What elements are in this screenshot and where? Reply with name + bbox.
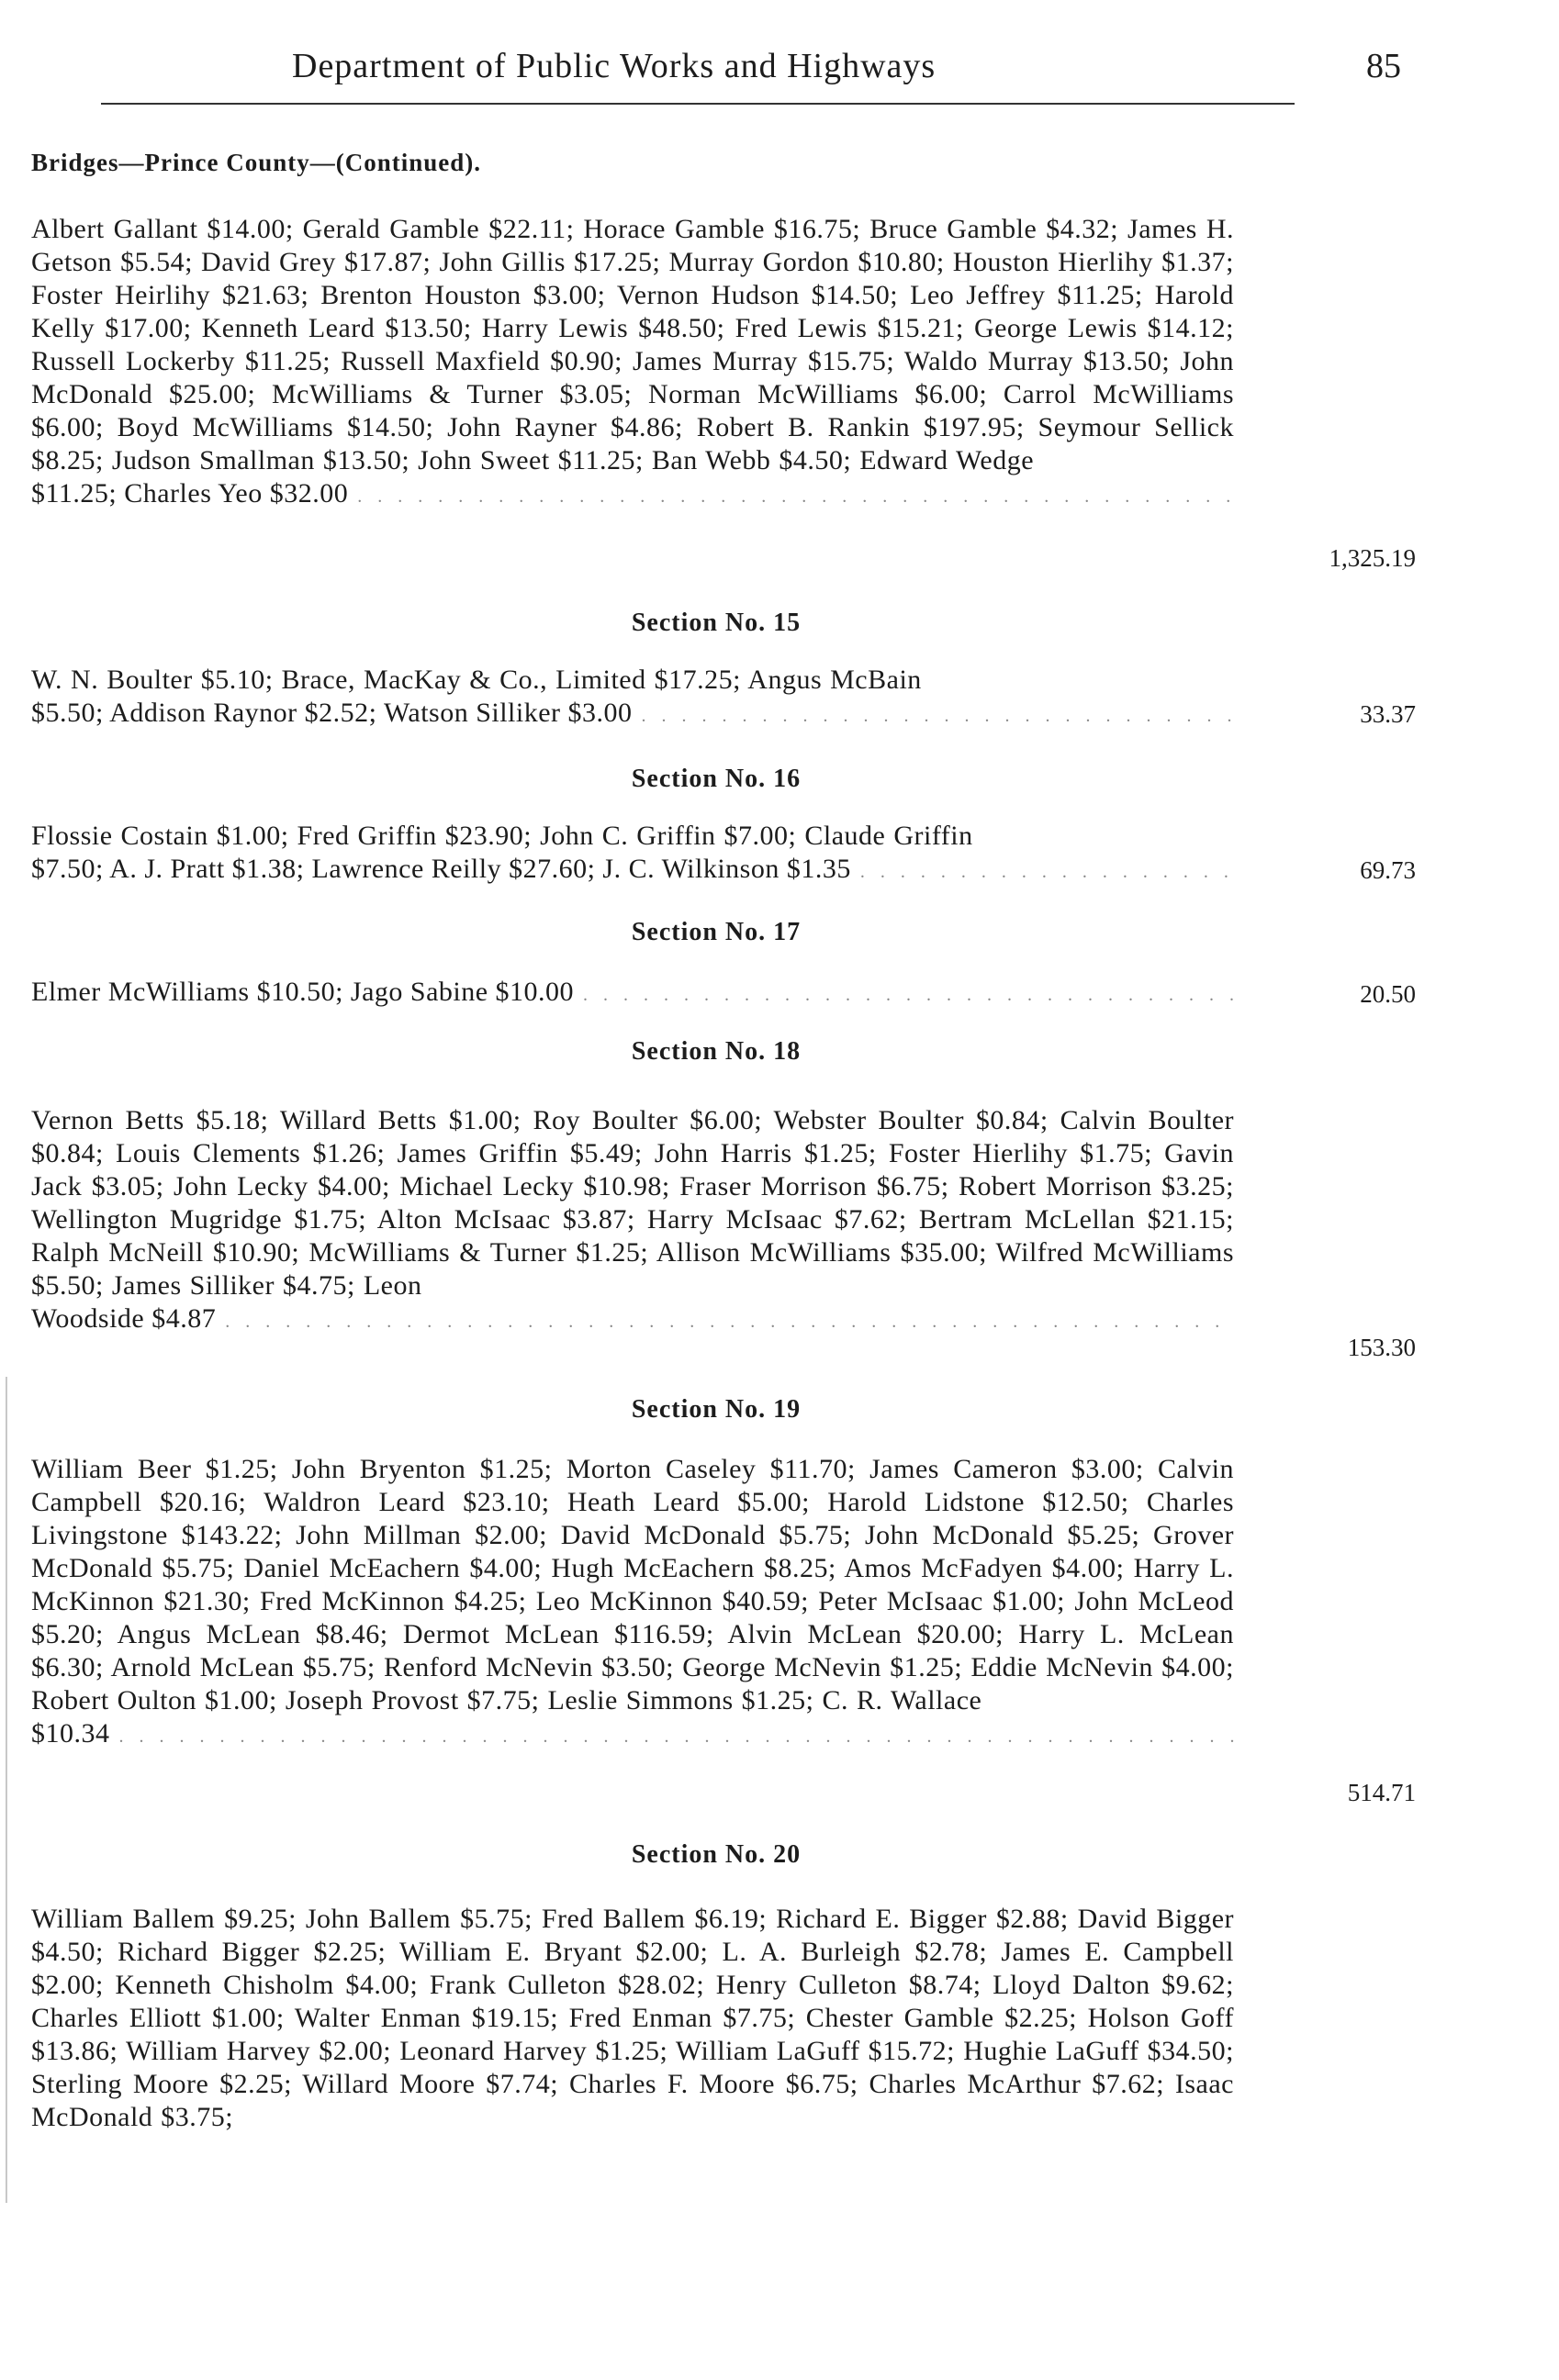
entry-amount: 69.73	[1360, 856, 1416, 884]
entry-text: Flossie Costain $1.00; Fred Griffin $23.90; John C. Griffin $7.00; Claude Griffin	[31, 821, 973, 851]
section-heading-20: Section No. 20	[631, 1840, 802, 1869]
header-rule	[101, 103, 1295, 105]
entry-last-line-text: $11.25; Charles Yeo $32.00	[31, 478, 349, 508]
entry-last-line-text: Woodside $4.87	[31, 1303, 217, 1334]
dot-leader	[119, 1720, 1235, 1753]
entry-text: William Ballem $9.25; John Ballem $5.75; Fred Ballem $6.19; Richard E. Bigger $2.88; David Bigger $4.50; Richard Bigger $2.25; William E. Bryant $2.00; L. A. Burleigh $2.78; James E. Campbell $2.00; Kenneth Chisholm $4.00; Frank Culleton $28.02; Henry Culleton $8.74; Lloyd Dalton $9.62; Charles Elliott $1.00; Walter Enman $19.15; Fred Enman $7.75; Chester Gamble $2.25; Holson Goff $13.86; William Harvey $2.00; Leonard Harvey $1.25; William LaGuff $15.72; Hughie LaGuff $34.50; Sterling Moore $2.25; Willard Moore $7.74; Charles F. Moore $6.75; Charles McArthur $7.62; Isaac McDonald $3.75;	[31, 1904, 1234, 2132]
entry-text: W. N. Boulter $5.10; Brace, MacKay & Co., Limited $17.25; Angus McBain	[31, 665, 922, 695]
page-title: Department of Public Works and Highways	[292, 47, 937, 85]
section-heading-19: Section No. 19	[631, 1395, 802, 1424]
dot-leader	[583, 978, 1234, 1011]
entry-section-17	[31, 976, 1234, 1011]
entry-last-line-text: Elmer McWilliams $10.50; Jago Sabine $10.00	[31, 977, 575, 1007]
entry-section-15	[31, 664, 1234, 732]
scan-margin-line	[6, 1377, 7, 2203]
entry-text: William Beer $1.25; John Bryenton $1.25; Morton Caseley $11.70; James Cameron $3.00; Calvin Campbell $20.16; Waldron Leard $23.10; Heath Leard $5.00; Harold Lidstone $12.50; Charles Livingstone $143.22; John Millman $2.00; David McDonald $5.75; John McDonald $5.25; Grover McDonald $5.75; Daniel McEachern $4.00; Hugh McEachern $8.25; Amos McFadyen $4.00; Harry L. McKinnon $21.30; Fred McKinnon $4.25; Leo McKinnon $40.59; Peter McIsaac $1.00; John McLeod $5.20; Angus McLean $8.46; Dermot McLean $116.59; Alvin McLean $20.00; Harry L. McLean $6.30; Arnold McLean $5.75; Renford McNevin $3.50; George McNevin $1.25; Eddie McNevin $4.00; Robert Oulton $1.00; Joseph Provost $7.75; Leslie Simmons $1.25; C. R. Wallace	[31, 1454, 1234, 1715]
entry-section-20	[31, 1903, 1234, 2134]
entry-amount: 20.50	[1360, 980, 1416, 1008]
entry-bridges-continued	[31, 213, 1234, 513]
entry-amount: 1,325.19	[1329, 544, 1416, 572]
entry-last-line	[31, 477, 1234, 513]
section-heading-17: Section No. 17	[631, 918, 802, 946]
entry-text: Vernon Betts $5.18; Willard Betts $1.00; Roy Boulter $6.00; Webster Boulter $0.84; Calvin Boulter $0.84; Louis Clements $1.26; James Griffin $5.49; John Harris $1.25; Foster Hierlihy $1.75; Gavin Jack $3.05; John Lecky $4.00; Michael Lecky $10.98; Fraser Morrison $6.75; Robert Morrison $3.25; Wellington Mugridge $1.75; Alton McIsaac $3.87; Harry McIsaac $7.62; Bertram McLellan $21.15; Ralph McNeill $10.90; McWilliams & Turner $1.25; Allison McWilliams $35.00; Wilfred McWilliams $5.50; James Silliker $4.75; Leon	[31, 1105, 1234, 1301]
section-heading-15: Section No. 15	[631, 609, 802, 637]
entry-last-line	[31, 1717, 1234, 1753]
entry-amount: 514.71	[1347, 1779, 1416, 1806]
entry-section-19	[31, 1453, 1234, 1753]
entry-amount: 153.30	[1347, 1334, 1416, 1361]
section-heading-16: Section No. 16	[631, 765, 802, 793]
entry-last-line	[31, 976, 1234, 1011]
entry-last-line-text: $10.34	[31, 1718, 110, 1749]
entry-section-18	[31, 1104, 1234, 1338]
entry-last-line-text: $7.50; A. J. Pratt $1.38; Lawrence Reilly $27.60; J. C. Wilkinson $1.35	[31, 854, 851, 884]
entry-last-line	[31, 1302, 1234, 1338]
dot-leader	[642, 699, 1234, 732]
entry-section-16	[31, 820, 1234, 888]
entry-last-line	[31, 697, 1234, 732]
entry-text: Albert Gallant $14.00; Gerald Gamble $22.11; Horace Gamble $16.75; Bruce Gamble $4.32; James H. Getson $5.54; David Grey $17.87; John Gillis $17.25; Murray Gordon $10.80; Houston Hierlihy $1.37; Foster Heirlihy $21.63; Brenton Houston $3.00; Vernon Hudson $14.50; Leo Jeffrey $11.25; Harold Kelly $17.00; Kenneth Leard $13.50; Harry Lewis $48.50; Fred Lewis $15.21; George Lewis $14.12; Russell Lockerby $11.25; Russell Maxfield $0.90; James Murray $15.75; Waldo Murray $13.50; John McDonald $25.00; McWilliams & Turner $3.05; Norman McWilliams $6.00; Carrol McWilliams $6.00; Boyd McWilliams $14.50; John Rayner $4.86; Robert B. Rankin $197.95; Seymour Sellick $8.25; Judson Smallman $13.50; John Sweet $11.25; Ban Webb $4.50; Edward Wedge	[31, 214, 1234, 475]
dot-leader	[357, 480, 1234, 513]
dot-leader	[225, 1305, 1234, 1338]
continued-heading: Bridges—Prince County—(Continued).	[31, 149, 482, 176]
entry-last-line	[31, 853, 1234, 888]
entry-amount: 33.37	[1360, 700, 1416, 728]
page-number: 85	[1366, 47, 1401, 85]
entry-last-line-text: $5.50; Addison Raynor $2.52; Watson Silliker $3.00	[31, 698, 633, 728]
dot-leader	[860, 855, 1234, 888]
section-heading-18: Section No. 18	[631, 1037, 802, 1066]
page-header	[0, 46, 1559, 101]
